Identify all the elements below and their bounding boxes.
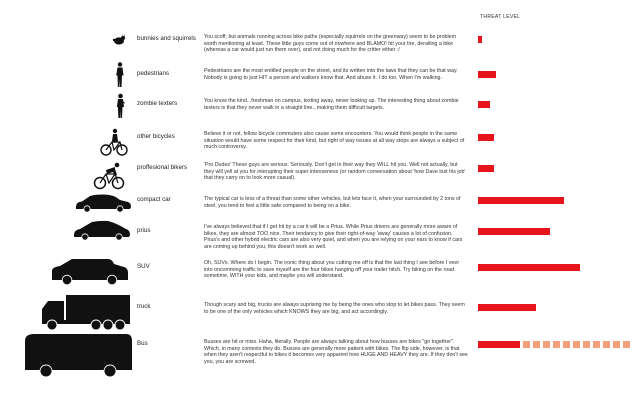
overflow-segment	[533, 341, 540, 348]
category-label: SUV	[137, 263, 150, 270]
rabbit-icon	[112, 33, 126, 45]
category-label: pedestrians	[137, 70, 169, 77]
threat-bar	[478, 71, 496, 78]
threat-bar	[478, 36, 482, 43]
threat-bar-fill	[478, 341, 520, 348]
racing-cyclist-icon	[93, 160, 125, 190]
category-description: Pedestrians are the most entitled people on the street, and its written into the laws that they can be that way. Nobody is going to just HIT a person and walkers know that. And abuse it. I do too. When I'm walking.	[204, 68, 458, 81]
texter-icon	[115, 93, 125, 119]
threat-bar	[478, 165, 494, 172]
overflow-segment	[573, 341, 580, 348]
category-description: You scoff, but animals running across bike paths (especially squirrels on the greenway) seem to be problem worth mentioning at least. These little guys come out of nowhere and BLAMO! hit your tire, derailing a bike (whereas a car would just run them over), and not doing much for the critter either :/	[204, 34, 457, 54]
threat-bar-fill	[478, 36, 482, 43]
category-label: prius	[137, 227, 151, 234]
bus-icon	[22, 333, 134, 379]
category-description: 'Pro Dudes' These guys are serious. Seriously. Don't get in their way they WILL hit you. Well not actually, but they will yell at you for interupting their super intenseness (or random conversation about 'how Dave lost his job' that they carry on to look more casual).	[204, 162, 466, 182]
truck-icon	[40, 293, 132, 331]
suv-icon	[50, 258, 130, 286]
category-description: I've always believed that if I get hit by a car it will be a Prius. While Prius drivers are generally more aware of bikes, they are almost TOO nice. Their tendancy to give their right-of-way 'away' causes a lot of confusion. Prius's and other hybrid electric cars are also very quiet, and when you are relying on your ears to know if cars are coming up behind you, this doesn't work so well.	[204, 224, 463, 250]
overflow-segment	[543, 341, 550, 348]
threat-bar-fill	[478, 134, 494, 141]
threat-bar	[478, 341, 630, 348]
category-label: Bus	[137, 340, 148, 347]
compact-car-icon	[74, 194, 132, 212]
cyclist-icon	[100, 128, 128, 156]
threat-bar	[478, 101, 490, 108]
overflow-segment	[553, 341, 560, 348]
category-label: bunnies and squirrels	[137, 35, 196, 42]
threat-bar-fill	[478, 165, 494, 172]
overflow-segment	[523, 341, 530, 348]
overflow-segment	[583, 341, 590, 348]
category-label: proffesional bikers	[137, 164, 188, 171]
overflow-segment	[593, 341, 600, 348]
threat-bar-fill	[478, 228, 550, 235]
threat-bar-fill	[478, 304, 536, 311]
overflow-segment	[563, 341, 570, 348]
threat-level-header: THREAT LEVEL	[480, 14, 521, 20]
threat-bar	[478, 304, 536, 311]
overflow-segment	[623, 341, 630, 348]
threat-bar-fill	[478, 71, 496, 78]
threat-bar	[478, 197, 564, 204]
category-description: Busses are hit or miss. Haha, literally. People are always talking about how busses are bikes "go together". Which, in many contexts they do. Busses are generally more patient with bikes. The flip side, however, is that when they aren't respectful to bikes it becomes very apparent how HUGE AND HEAVY they are. If they don't see you, you are screwed.	[204, 339, 468, 365]
category-description: The typical car is less of a threat than some other vehicles, but lets face it, when your surrounded by 2 tons of steel, you tend to feel a little safe compared to being on a bike.	[204, 196, 461, 209]
category-label: truck	[137, 303, 151, 310]
threat-bar-fill	[478, 101, 490, 108]
category-label: other bicycles	[137, 133, 175, 140]
threat-bar	[478, 264, 580, 271]
category-description: Though scary and big, trucks are always suprising me by being the ones who stop to let bikes pass. They seem to be one of the only vehicles which KNOWS they are big, and act accordingly.	[204, 302, 465, 315]
category-description: You know the kind...freshman on campus, texting away, never looking up. The interesting thing about zombie texters is that they never walk in a straight line...making them difficult targets.	[204, 98, 459, 111]
threat-bar-fill	[478, 197, 564, 204]
threat-bar-fill	[478, 264, 580, 271]
category-description: Believe it or not, fellow bicycle commuters also cause some encounters. You would think people in the same situation would have some respect for their kind, but right of way issues at all way stops are always a subject of much controversy.	[204, 131, 465, 151]
category-description: Oh, SUVs. Where do I begin. The ironic thing about you cutting me off is that the last thing I see before I veer into oncomming traffic to save myself are the four bikes hanging off your trailer hitch. Try biking on the road sometime, WITH your kids, and maybe you will understand.	[204, 260, 460, 280]
prius-icon	[72, 220, 132, 240]
threat-bar	[478, 134, 494, 141]
overflow-segment	[603, 341, 610, 348]
threat-bar-overflow	[520, 341, 630, 348]
category-label: zombie texters	[137, 100, 178, 107]
overflow-segment	[613, 341, 620, 348]
category-label: compact car	[137, 196, 171, 203]
threat-bar	[478, 228, 550, 235]
pedestrian-icon	[115, 62, 125, 88]
